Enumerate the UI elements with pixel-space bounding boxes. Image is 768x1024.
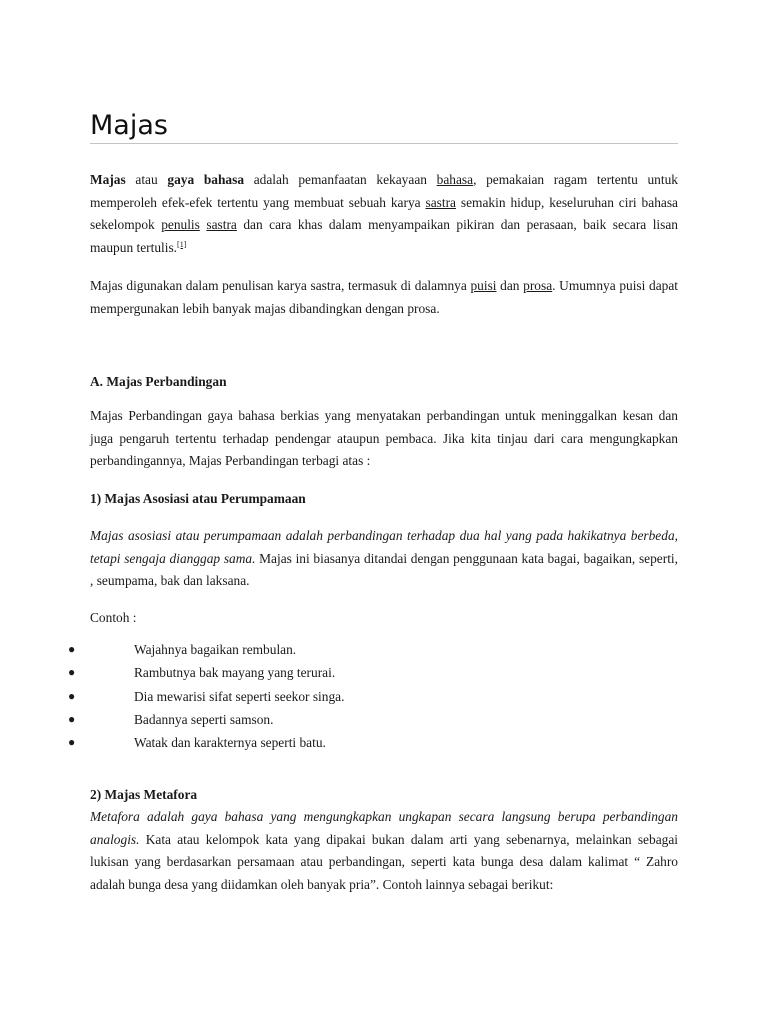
list-item — [68, 638, 678, 661]
link-bahasa[interactable]: bahasa — [436, 172, 474, 187]
bullet-icon: ● — [68, 642, 76, 656]
list-item — [68, 731, 678, 754]
page-title: Majas — [90, 110, 168, 141]
link-sastra-2[interactable]: sastra — [206, 217, 237, 232]
sub1-heading: 1) Majas Asosiasi atau Perumpamaan — [90, 491, 306, 506]
intro-text-2: adalah pemanfaatan kekayaan — [244, 172, 437, 187]
example-text: Dia mewarisi sifat seperti seekor singa. — [134, 688, 345, 704]
sub2-body-block — [90, 806, 678, 896]
examples-list — [68, 638, 678, 754]
term-majas: Majas — [90, 172, 126, 187]
section-a-body: Majas Perbandingan gaya bahasa berkias yang menyatakan perbandingan untuk meninggalkan kesan dan juga pengaruh tertentu terhadap pendengar ataupun pembaca. Jika kita tinjau dari cara mengungkapkan perbandingannya, Majas Perbandingan terbagi atas : — [90, 408, 678, 468]
intro-text-4: semakin hidup, keseluruhan ciri bahasa sekelompok — [90, 194, 678, 232]
usage-text-3: . Umumnya puisi dapat mempergunakan lebih banyak majas dibandingkan dengan prosa. — [90, 278, 679, 316]
intro-paragraph — [90, 169, 678, 259]
contoh-block — [90, 607, 678, 630]
list-item — [68, 661, 678, 684]
usage-text-1: Majas digunakan dalam penulisan karya sastra, termasuk di dalamnya — [90, 278, 471, 293]
sub2-heading: 2) Majas Metafora — [90, 787, 198, 802]
intro-text-3: , pemakaian ragam tertentu untuk memperoleh efek-efek tertentu yang membuat sebuah karya — [90, 172, 678, 210]
bullet-icon: ● — [68, 711, 76, 726]
bullet-icon: ● — [68, 688, 76, 703]
term-gaya-bahasa: gaya bahasa — [167, 172, 245, 187]
link-prosa[interactable]: prosa — [523, 278, 553, 293]
sub1-body-block — [90, 525, 678, 593]
usage-text-2: dan — [496, 278, 524, 293]
bullet-icon: ● — [68, 735, 76, 750]
example-text: Rambutnya bak mayang yang terurai. — [134, 665, 336, 681]
list-item — [68, 708, 678, 731]
sub2-rest: Kata atau kelompok kata yang dipakai bukan dalam arti yang sebenarnya, melainkan sebagai lukisan yang berdasarkan persamaan atau perbandingan, seperti kata bunga desa dalam kalimat “ Zahro adalah bunga desa yang diidamkan oleh banyak pria”. Contoh lainnya sebagai berikut: — [90, 831, 678, 892]
usage-paragraph — [90, 275, 678, 320]
link-puisi[interactable]: puisi — [470, 278, 497, 293]
sub1-heading-block — [90, 488, 678, 511]
sub2-definition: Metafora adalah gaya bahasa yang mengungkapkan ungkapan secara langsung berupa perbandingan analogis. — [90, 809, 678, 847]
sub1-definition: Majas asosiasi atau perumpamaan adalah perbandingan terhadap dua hal yang pada hakikatnya berbeda, tetapi sengaja dianggap sama. — [90, 528, 678, 566]
contoh-label: Contoh : — [90, 610, 137, 625]
intro-text-6: dan cara khas dalam menyampaikan pikiran dan perasaan, baik secara lisan maupun tertulis. — [90, 217, 678, 255]
link-sastra[interactable]: sastra — [425, 194, 456, 210]
section-a-body-block — [90, 405, 678, 473]
sub2-heading-block — [90, 784, 678, 807]
section-a-heading: A. Majas Perbandingan — [90, 374, 227, 389]
link-penulis[interactable]: penulis — [161, 217, 200, 232]
example-text: Watak dan karakternya seperti batu. — [134, 735, 326, 751]
section-a-heading-block — [90, 371, 678, 394]
title-divider — [90, 143, 678, 144]
sub1-rest: Majas ini biasanya ditandai dengan penggunaan kata bagai, bagaikan, seperti, , seumpama, bak dan laksana. — [90, 550, 678, 588]
example-text: Badannya seperti samson. — [134, 711, 274, 727]
bullet-icon: ● — [68, 665, 76, 680]
intro-text-1: atau — [125, 172, 168, 187]
reference-link[interactable]: [1] — [177, 239, 187, 249]
list-item — [68, 685, 678, 708]
example-text: Wajahnya bagaikan rembulan. — [134, 642, 297, 657]
